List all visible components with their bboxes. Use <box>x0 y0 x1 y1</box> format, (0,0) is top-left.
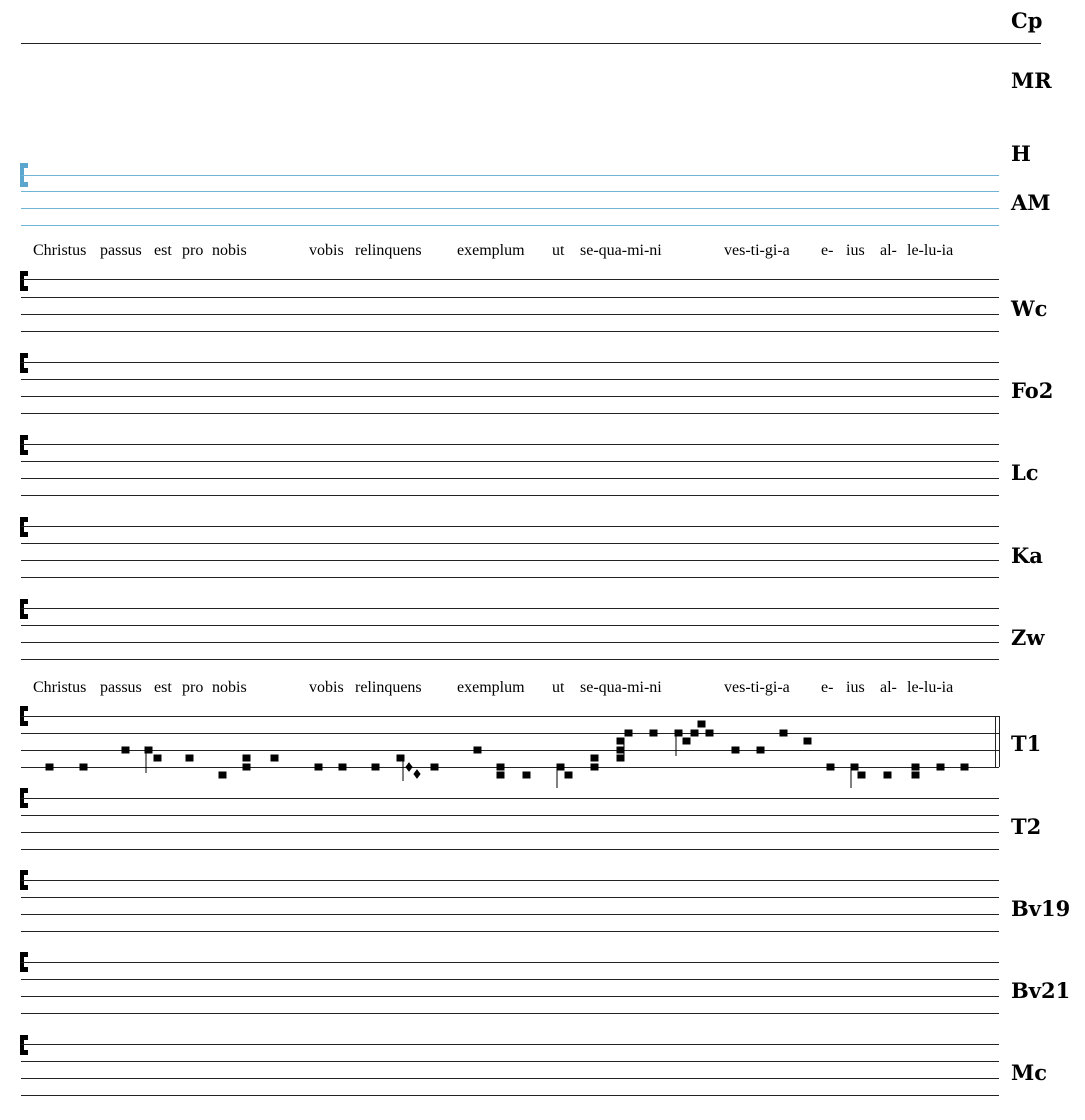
staff-line <box>21 1078 999 1079</box>
note-punctum <box>780 730 787 736</box>
staff-line <box>21 815 999 816</box>
lyric-syllable: ius <box>846 242 865 259</box>
lyric-syllable: al- <box>880 679 897 696</box>
lyric-syllable: passus <box>100 242 142 259</box>
siglum-lc: Lc <box>1011 460 1039 485</box>
note-punctum <box>650 730 657 736</box>
note-punctum <box>243 764 250 770</box>
note-punctum <box>912 772 919 778</box>
lyric-syllable: pro <box>182 679 204 696</box>
note-punctum <box>961 764 968 770</box>
siglum-wc: Wc <box>1011 296 1048 321</box>
note-punctum <box>474 747 481 753</box>
note-punctum <box>858 772 865 778</box>
note-punctum <box>339 764 346 770</box>
siglum-ka: Ka <box>1011 543 1043 568</box>
note-punctum <box>617 738 624 744</box>
note-punctum <box>243 755 250 761</box>
lyric-syllable: pro <box>182 242 204 259</box>
staff-line <box>21 979 999 980</box>
note-punctum <box>937 764 944 770</box>
note-punctum <box>591 764 598 770</box>
siglum-fo2: Fo2 <box>1011 378 1054 403</box>
lyric-syllable: ut <box>552 242 565 259</box>
note-punctum <box>683 738 690 744</box>
note-punctum <box>497 764 504 770</box>
note-punctum <box>372 764 379 770</box>
note-punctum <box>706 730 713 736</box>
staff-line <box>21 914 999 915</box>
note-rhombus <box>406 763 412 771</box>
lyric-syllable: se-qua-mi-ni <box>580 679 662 696</box>
lyric-syllable: Christus <box>33 242 87 259</box>
lyric-syllable: passus <box>100 679 142 696</box>
siglum-h: H <box>1011 141 1031 166</box>
lyric-syllable: exemplum <box>457 679 525 696</box>
note-punctum <box>80 764 87 770</box>
note-punctum <box>557 764 564 770</box>
staff-line <box>21 962 999 963</box>
siglum-mr: MR <box>1011 68 1052 93</box>
note-punctum <box>431 764 438 770</box>
lyric-syllable: le-lu-ia <box>907 242 954 259</box>
lyric-syllable: vobis <box>309 242 344 259</box>
note-punctum <box>912 764 919 770</box>
siglum-am: AM <box>1011 190 1051 215</box>
staff-line <box>21 1061 999 1062</box>
note-punctum <box>884 772 891 778</box>
note-punctum <box>565 772 572 778</box>
staff-line <box>21 849 999 850</box>
note-punctum <box>46 764 53 770</box>
note-punctum <box>691 730 698 736</box>
siglum-t1: T1 <box>1011 731 1042 756</box>
siglum-t2: T2 <box>1011 814 1042 839</box>
lyric-syllable: vobis <box>309 679 344 696</box>
note-punctum <box>122 747 129 753</box>
staff-line <box>21 880 999 881</box>
lyric-syllable: se-qua-mi-ni <box>580 242 662 259</box>
lyric-syllable: ves-ti-gi-a <box>724 679 790 696</box>
note-punctum <box>315 764 322 770</box>
lyric-syllable: ut <box>552 679 565 696</box>
siglum-bv19: Bv19 <box>1011 896 1071 921</box>
note-punctum <box>757 747 764 753</box>
lyric-syllable: est <box>154 679 172 696</box>
lyric-syllable: le-lu-ia <box>907 679 954 696</box>
lyric-syllable: Christus <box>33 679 87 696</box>
lyric-syllable: exemplum <box>457 242 525 259</box>
note-punctum <box>271 755 278 761</box>
siglum-bv21: Bv21 <box>1011 978 1071 1003</box>
note-punctum <box>625 730 632 736</box>
staff-line <box>21 1044 999 1045</box>
staff-line <box>21 1013 999 1014</box>
note-punctum <box>617 747 624 753</box>
note-punctum <box>617 755 624 761</box>
note-punctum <box>698 721 705 727</box>
note-punctum <box>827 764 834 770</box>
lyric-syllable: al- <box>880 242 897 259</box>
note-punctum <box>154 755 161 761</box>
lyric-syllable: nobis <box>212 242 247 259</box>
lyric-syllable: e- <box>821 242 834 259</box>
staff-line <box>21 1095 999 1096</box>
lyric-syllable: ves-ti-gi-a <box>724 242 790 259</box>
c-clef-icon <box>20 1035 28 1055</box>
lyric-syllable: nobis <box>212 679 247 696</box>
staff-line <box>21 931 999 932</box>
note-punctum <box>186 755 193 761</box>
staff-line <box>21 996 999 997</box>
staff-line <box>21 798 999 799</box>
note-punctum <box>732 747 739 753</box>
note-punctum <box>804 738 811 744</box>
staff-line <box>21 832 999 833</box>
lyric-syllable: e- <box>821 679 834 696</box>
siglum-mc: Mc <box>1011 1060 1048 1085</box>
lyric-syllable: relinquens <box>355 679 422 696</box>
note-punctum <box>497 772 504 778</box>
lyric-syllable: ius <box>846 679 865 696</box>
note-punctum <box>851 764 858 770</box>
staff-line <box>21 897 999 898</box>
siglum-cp: Cp <box>1011 8 1043 33</box>
note-punctum <box>591 755 598 761</box>
note-punctum <box>523 772 530 778</box>
lyric-syllable: relinquens <box>355 242 422 259</box>
note-punctum <box>219 772 226 778</box>
note-rhombus <box>414 770 420 778</box>
lyric-syllable: est <box>154 242 172 259</box>
siglum-zw: Zw <box>1011 625 1045 650</box>
